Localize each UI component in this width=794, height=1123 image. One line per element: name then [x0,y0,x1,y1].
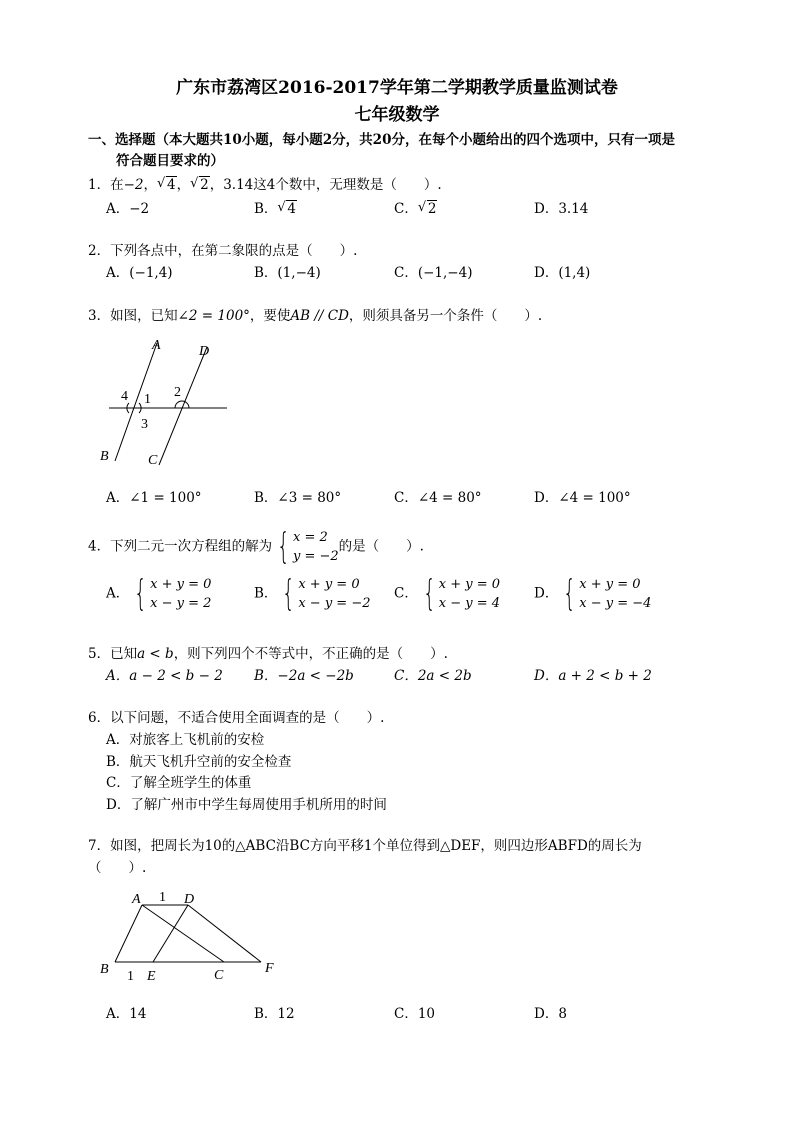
sqrt-symbol: √ 2 [190,177,210,193]
q1-option-d: D．3.14 [534,201,589,217]
label-b: B [100,449,109,464]
label-a: A [152,338,161,353]
label-c: C [214,968,224,983]
q7-stem-cont: （ ）. [88,860,147,876]
label-be-len: 1 [127,969,134,984]
q3-option-a: A．∠1 = 100° [106,490,202,506]
q3-option-c: C．∠4 = 80° [394,490,482,506]
segment-df [188,905,261,962]
solution-system: { x = 2 y = −2 [277,526,339,567]
label-d: D [199,344,210,359]
q2-option-b: B．(1,−4) [254,265,321,281]
q6-option-d: D．了解广州市中学生每周使用手机所用的时间 [106,797,387,813]
label-a: A [132,892,141,907]
q5-option-d: D．a + 2 < b + 2 [534,668,652,684]
label-2: 2 [174,385,181,400]
label-d: D [184,892,195,907]
q2-stem: 2．下列各点中，在第二象限的点是（ ）. [88,243,358,259]
q7-stem: 7．如图，把周长为10的△ABC沿BC方向平移1个单位得到△DEF，则四边形ABFD的周长为 [88,838,642,854]
q7-option-d: D．8 [534,1006,567,1022]
label-f: F [265,961,274,976]
page-title: 广东市荔湾区2016-2017学年第二学期教学质量监测试卷 [176,78,618,98]
label-4: 4 [121,389,128,404]
q3-figure [95,333,235,473]
q7-option-a: A．14 [106,1006,147,1022]
q4-stem: 4．下列二元一次方程组的解为 { x = 2 y = −2 的是（ ）. [88,526,424,567]
q3-option-b: B．∠3 = 80° [254,490,342,506]
q5-stem: 5．已知a < b，则下列四个不等式中，不正确的是（ ）. [88,646,448,662]
section-heading: 一、选择题（本大题共10小题，每小题2分，共20分，在每个小题给出的四个选项中，只有一项是 [88,132,675,148]
q4-option-d: D． { x + y = 0 x − y = −4 [534,573,652,614]
q3-stem: 3．如图，已知∠2 = 100°，要使AB // CD，则须具备另一个条件（ ）. [88,308,543,324]
q1-stem: 1．在−2，√ 4，√ 2，3.14这4个数中，无理数是（ ）. [88,173,442,193]
line-cd [159,347,207,465]
q5-option-a: A．a − 2 < b − 2 [106,668,223,684]
label-e: E [147,969,156,984]
q1-option-c: C．√ 2 [394,197,437,217]
q1-option-a: A．−2 [106,201,150,217]
q4-option-c: C． { x + y = 0 x − y = 4 [394,573,501,614]
q2-option-c: C．(−1,−4) [394,265,473,281]
q4-option-a: A． { x + y = 0 x − y = 2 [106,573,212,614]
label-1: 1 [144,392,151,407]
q7-option-b: B．12 [254,1006,295,1022]
section-heading-cont: 符合题目要求的） [116,153,224,169]
q6-option-c: C．了解全班学生的体重 [106,775,252,791]
q7-figure [95,885,285,985]
label-c: C [148,453,158,468]
label-b: B [100,962,109,977]
q6-stem: 6．以下问题，不适合使用全面调查的是（ ）. [88,710,385,726]
label-3: 3 [141,417,148,432]
q6-option-b: B．航天飞机升空前的安全检查 [106,754,292,770]
q3-option-d: D．∠4 = 100° [534,490,631,506]
q4-option-b: B． { x + y = 0 x − y = −2 [254,573,371,614]
q5-option-b: B．−2a < −2b [254,668,354,684]
page-subtitle: 七年级数学 [354,105,440,125]
q2-option-a: A．(−1,4) [106,265,173,281]
segment-ab [115,905,142,962]
q7-option-c: C．10 [394,1006,436,1022]
q2-option-d: D．(1,4) [534,265,591,281]
q5-option-c: C．2a < 2b [394,668,472,684]
q1-option-b: B．√ 4 [254,197,297,217]
q6-option-a: A．对旅客上飞机前的安检 [106,732,265,748]
sqrt-symbol: √ 4 [157,177,177,193]
angle-arc-2 [175,401,189,408]
label-ad-len: 1 [159,890,166,905]
